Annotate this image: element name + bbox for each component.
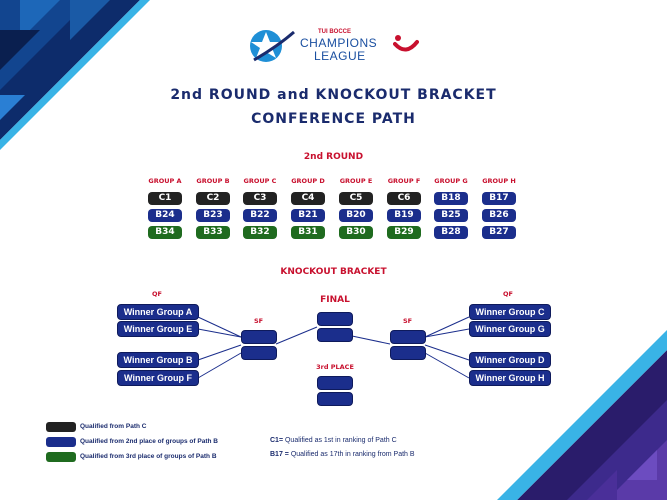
sf-right-slot-1 [390, 330, 426, 344]
slot-c6: C6 [387, 192, 421, 205]
qf-label-left: QF [152, 290, 162, 298]
page-subtitle: CONFERENCE PATH [251, 111, 416, 127]
legend-swatch-3rd-place [46, 452, 76, 462]
slot-b21: B21 [291, 209, 325, 222]
third-place-slot-1 [317, 376, 353, 390]
slot-b34: B34 [148, 226, 182, 239]
sf-left-slot-1 [241, 330, 277, 344]
slot-b32: B32 [243, 226, 277, 239]
note-b17-code: B17 = [270, 451, 289, 458]
sf-right-slot-2 [390, 346, 426, 360]
knockout-title: KNOCKOUT BRACKET [280, 267, 387, 277]
note-b17-text: Qualified as 17th in ranking from Path B [288, 451, 415, 458]
note-c1-code: C1= [270, 437, 284, 444]
slot-b19: B19 [387, 209, 421, 222]
team-winner-group-h: Winner Group H [469, 370, 551, 386]
team-winner-group-b: Winner Group B [117, 352, 199, 368]
slot-b33: B33 [196, 226, 230, 239]
team-winner-group-e: Winner Group E [117, 321, 199, 337]
final-slot-1 [317, 312, 353, 326]
note-c1-text: Qualified as 1st in ranking of Path C [283, 437, 397, 444]
slot-b28: B28 [434, 226, 468, 239]
logo-line1: CHAMPIONS [300, 36, 378, 50]
group-label-g: GROUP G [434, 177, 468, 185]
slot-b31: B31 [291, 226, 325, 239]
slot-c2: C2 [196, 192, 230, 205]
team-winner-group-d: Winner Group D [469, 352, 551, 368]
slot-b26: B26 [482, 209, 516, 222]
group-label-c: GROUP C [243, 177, 277, 185]
third-place-slot-2 [317, 392, 353, 406]
slot-c4: C4 [291, 192, 325, 205]
slot-c5: C5 [339, 192, 373, 205]
slot-b22: B22 [243, 209, 277, 222]
group-label-d: GROUP D [291, 177, 325, 185]
slot-b17: B17 [482, 192, 516, 205]
group-label-f: GROUP F [387, 177, 421, 185]
logo-brand: TUI BOCCE [318, 29, 351, 35]
slot-c1: C1 [148, 192, 182, 205]
final-slot-2 [317, 328, 353, 342]
slot-b30: B30 [339, 226, 373, 239]
slot-b20: B20 [339, 209, 373, 222]
group-label-a: GROUP A [148, 177, 182, 185]
team-winner-group-a: Winner Group A [117, 304, 199, 320]
logo-line2: LEAGUE [314, 49, 366, 63]
sf-label-right: SF [403, 317, 413, 325]
group-label-e: GROUP E [339, 177, 373, 185]
sf-label-left: SF [254, 317, 264, 325]
slot-b25: B25 [434, 209, 468, 222]
sf-left-slot-2 [241, 346, 277, 360]
legend-text-3rd-place: Qualified from 3rd place of groups of Path B [80, 453, 217, 460]
legend-text-path-c: Qualified from Path C [80, 423, 147, 430]
final-label: FINAL [320, 295, 350, 305]
group-label-h: GROUP H [482, 177, 516, 185]
qf-label-right: QF [503, 290, 513, 298]
round2-title: 2nd ROUND [303, 152, 364, 162]
legend-swatch-path-c [46, 422, 76, 432]
legend-swatch-2nd-place [46, 437, 76, 447]
slot-b23: B23 [196, 209, 230, 222]
team-winner-group-f: Winner Group F [117, 370, 199, 386]
third-place-label: 3rd PLACE [316, 363, 354, 371]
team-winner-group-g: Winner Group G [469, 321, 551, 337]
note-b17 [270, 451, 415, 458]
slot-b27: B27 [482, 226, 516, 239]
legend-text-2nd-place: Qualified from 2nd place of groups of Path B [80, 438, 218, 445]
slot-b18: B18 [434, 192, 468, 205]
team-winner-group-c: Winner Group C [469, 304, 551, 320]
slot-b29: B29 [387, 226, 421, 239]
slot-b24: B24 [148, 209, 182, 222]
group-label-b: GROUP B [196, 177, 230, 185]
page-title: 2nd ROUND and KNOCKOUT BRACKET [170, 87, 497, 103]
note-c1 [270, 437, 397, 444]
slot-c3: C3 [243, 192, 277, 205]
